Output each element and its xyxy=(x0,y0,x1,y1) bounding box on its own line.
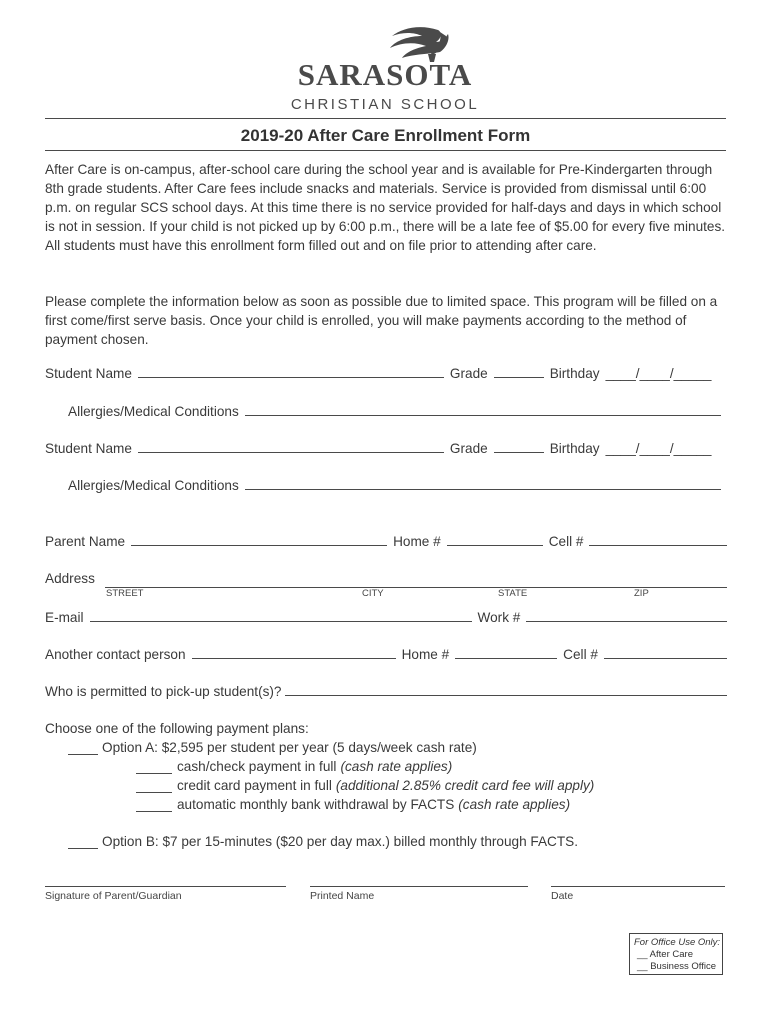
student-name-field[interactable] xyxy=(138,376,444,378)
work-field[interactable] xyxy=(526,620,727,622)
sub-option-1-row xyxy=(136,759,726,774)
intro-paragraph-2: Please complete the information below as soon as possible due to limited space. This program will be filled on a first come/first serve basis. Once your child is enrolled, you will make payments according to the method of payment chosen. xyxy=(45,294,718,347)
signature-label: Signature of Parent/Guardian xyxy=(45,890,182,902)
work-label: Work # xyxy=(477,610,521,625)
office-business: __ Business Office xyxy=(637,961,717,972)
zip-label: ZIP xyxy=(634,588,649,599)
title-divider xyxy=(45,150,726,151)
sub-option-3-row xyxy=(136,797,726,812)
pickup-field[interactable] xyxy=(285,694,727,696)
option-b-label: Option B: $7 per 15-minutes ($20 per day max.) billed monthly through FACTS. xyxy=(102,834,579,849)
pickup-label: Who is permitted to pick-up student(s)? xyxy=(45,684,282,699)
pickup-row xyxy=(45,684,727,699)
allergies-2-row xyxy=(68,478,727,493)
cell-label: Cell # xyxy=(563,647,598,662)
birthday-field[interactable]: ____/____/_____ xyxy=(605,366,712,381)
sub-option-2-row xyxy=(136,778,726,793)
sub-option-3-note: (cash rate applies) xyxy=(458,797,571,812)
contact-home-field[interactable] xyxy=(455,657,557,659)
birthday-label: Birthday xyxy=(549,366,600,381)
sub-option-2-note: (additional 2.85% credit card fee will apply) xyxy=(335,778,595,793)
city-label: CITY xyxy=(362,588,384,599)
parent-name-field[interactable] xyxy=(131,544,387,546)
student-name-label: Student Name xyxy=(45,366,132,381)
school-subtitle: CHRISTIAN SCHOOL xyxy=(290,96,480,113)
sub-option-2-checkline[interactable] xyxy=(136,791,172,793)
allergies-field[interactable] xyxy=(245,414,721,416)
school-name: SARASOTA xyxy=(297,57,473,92)
email-row xyxy=(45,610,727,625)
email-label: E-mail xyxy=(45,610,84,625)
option-a-label: Option A: $2,595 per student per year (5 days/week cash rate) xyxy=(102,740,477,755)
address-label: Address xyxy=(45,571,95,586)
intro-paragraph-1: After Care is on-campus, after-school care during the school year and is available for Pre-Kindergarten through 8th grade students. After Care fees include snacks and materials. Service is provided from dismissal until 6:00 p.m. on regular SCS school days. At this time there is no service provided for half-days and days in which school is not in session. If your child is not picked up by 6:00 p.m., there will be a late fee of $5.00 for every five minutes. All students must have this enrollment form filled out and on file prior to attending after care. xyxy=(45,162,726,253)
signature-line[interactable] xyxy=(45,886,286,887)
date-line[interactable] xyxy=(551,886,725,887)
allergies-1-row xyxy=(68,404,727,419)
state-label: STATE xyxy=(498,588,528,599)
office-after-care: __ After Care xyxy=(637,949,693,960)
student-2-row xyxy=(45,441,727,456)
parent-row xyxy=(45,534,727,549)
birthday-label: Birthday xyxy=(549,441,600,456)
home-label: Home # xyxy=(401,647,450,662)
sub-option-3-label: automatic monthly bank withdrawal by FACTS xyxy=(177,797,455,812)
another-contact-field[interactable] xyxy=(192,657,396,659)
option-b-row xyxy=(68,834,727,849)
printed-name-label: Printed Name xyxy=(310,890,375,902)
grade-field[interactable] xyxy=(494,451,544,453)
email-field[interactable] xyxy=(90,620,472,622)
date-label: Date xyxy=(551,890,574,902)
sub-option-1-checkline[interactable] xyxy=(136,772,172,774)
allergies-field[interactable] xyxy=(245,488,721,490)
grade-label: Grade xyxy=(449,441,488,456)
sub-option-1-note: (cash rate applies) xyxy=(340,759,453,774)
parent-name-label: Parent Name xyxy=(45,534,126,549)
allergies-label: Allergies/Medical Conditions xyxy=(68,404,239,419)
home-field[interactable] xyxy=(447,544,543,546)
sub-option-1-label: cash/check payment in full xyxy=(177,759,337,774)
office-use-box xyxy=(629,933,723,975)
address-row xyxy=(45,571,727,586)
student-name-field[interactable] xyxy=(138,451,444,453)
student-name-label: Student Name xyxy=(45,441,132,456)
street-label: STREET xyxy=(106,588,144,599)
header-divider xyxy=(45,118,726,119)
birthday-field[interactable]: ____/____/_____ xyxy=(605,441,712,456)
payment-heading: Choose one of the following payment plans: xyxy=(45,721,309,736)
printed-name-line[interactable] xyxy=(310,886,528,887)
grade-field[interactable] xyxy=(494,376,544,378)
cell-field[interactable] xyxy=(589,544,727,546)
contact-row xyxy=(45,647,727,662)
sub-option-2-label: credit card payment in full xyxy=(177,778,332,793)
another-contact-label: Another contact person xyxy=(45,647,186,662)
grade-label: Grade xyxy=(449,366,488,381)
allergies-label: Allergies/Medical Conditions xyxy=(68,478,239,493)
form-title: 2019-20 After Care Enrollment Form xyxy=(240,126,531,145)
option-a-row xyxy=(68,740,727,755)
option-a-checkline[interactable] xyxy=(68,753,98,755)
contact-cell-field[interactable] xyxy=(604,657,727,659)
option-b-checkline[interactable] xyxy=(68,847,98,849)
student-1-row xyxy=(45,366,727,381)
office-title: For Office Use Only: xyxy=(634,937,721,948)
home-label: Home # xyxy=(393,534,441,549)
sub-option-3-checkline[interactable] xyxy=(136,810,172,812)
cell-label: Cell # xyxy=(548,534,584,549)
